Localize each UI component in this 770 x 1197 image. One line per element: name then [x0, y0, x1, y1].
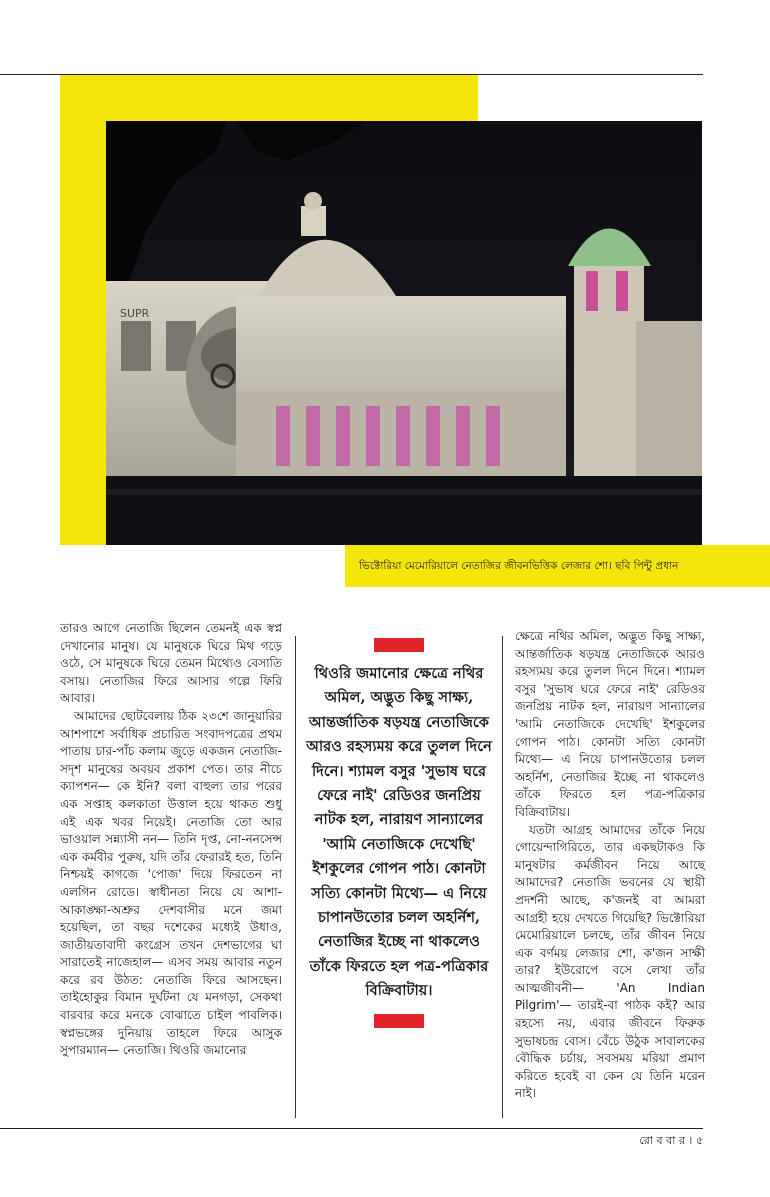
paragraph: ক্ষেত্রে নথির অমিল, অদ্ভুত কিছু সাক্ষ্য, আন্তর্জাতিক ষড়যন্ত্র নেতাজিকে আরও রহস্যময় করে তুলল দিনে দিনে। শ্যামল বসুর 'সুভাষ ঘরে ফেরে নাই' রেডিওর জনপ্রিয় নাটক হল, নারায়ণ সান্যালের 'আমি নেতাজিকে দেখেছি' ইশকুলের গোপন পাঠ। কোনটা সত্যি কোনটা মিথ্যে— এ নিয়ে চাপানউতোর চলল অহর্নিশ, নেতাজির ইচ্ছে না থাকলেও তাঁকে ফিরতে হল পত্র-পত্রিকার বিক্রিবাটায়।	[515, 629, 705, 819]
paragraph: তারও আগে নেতাজি ছিলেন তেমনই এক স্বপ্ন দেখানোর মানুষ। যে মানুষকে ঘিরে মিথ গড়ে ওঠে, সে মানুষকে ঘিরে তেমন মিথ্যেও বেসাতি বসায়। নেতাজির ফিরে আসার গল্পে ফিরি আবার।	[60, 621, 282, 706]
paragraph: আমাদের ছোটবেলায় ঠিক ২৩শে জানুয়ারির আশপাশে সর্বাধিক প্রচারিত সংবাদপত্রের প্রথম পাতায় চার-পাঁচ কলাম জুড়ে একজন নেতাজি-সদৃশ মানুষের অবয়ব প্রকাশ পেত। তার নীচে ক্যাপশন— কে ইনি? বলা বাহুল্য তার পরের এক সপ্তাহ কলকাতা উত্তাল হয়ে থাকত শুধু এই এক খবর নিয়েই। নেতাজি তো আর ভাওয়াল সন্ন্যাসী নন— তিনি দৃপ্ত, নো-ননসেন্স এক কর্মবীর পুরুষ, যদি তাঁর ফেরারই হত, তিনি নিশ্চয়ই কাগজে 'পোজ' দিয়ে ফিরতেন না এলগিন রোডে। স্বাধীনতা নিয়ে যে আশা-আকাঙ্ক্ষা-অশ্রুর দেশবাসীর মনে জমা হয়েছিল, তা বছর দশেকের মধ্যেই উধাও, জাতীয়তাবাদী কংগ্রেস তখন দেশভাগের ঘা সারাতেই নাজেহাল— এসব সময় আবার নতুন করে রব উঠত: নেতাজি ফিরে আসছেন। তাইহোকুর বিমান দুর্ঘটনা যে মনগড়া, সেকথা বারবার করে মনকে বোঝাতে চাইল পাবলিক। স্বপ্নভঙ্গের দুনিয়ায় তাহলে ফিরে আসুক সুপারম্যান— নেতাজি। থিওরি জমানোর	[60, 708, 282, 1058]
projected-sign-text: SUPR	[120, 307, 150, 320]
pull-quote-bottom-bar	[374, 1014, 424, 1028]
photo-caption: ভিক্টোরিয়া মেমোরিয়ালে নেতাজির জীবনভিত্তিক লেজার শো। ছবি পিন্টু প্রধান	[345, 545, 770, 587]
bottom-rule	[0, 1128, 703, 1129]
article-column-right	[515, 628, 705, 1103]
yellow-frame-top	[60, 75, 478, 121]
paragraph: যতটা আগ্রহ আমাদের তাঁকে নিয়ে গোয়েন্দাগিরিতে, তার একছটাকও কি মানুষটার কর্মজীবন নিয়ে আছে আমাদের? নেতাজি ভবনের যে স্থায়ী প্রদর্শনী আছে, ক'জনই বা আমরা আগ্রহী হয়ে দেখতে গিয়েছি? ভিক্টোরিয়া মেমোরিয়ালে চলছে, তাঁর জীবন নিয়ে এক বর্ণময় লেজার শো, ক'জন সাক্ষী তার? ইউরোপে বসে লেখা তাঁর আত্মজীবনী— 'An Indian Pilgrim'— তারই-বা পাঠক কই? আর রহস্যে নয়, এবার জীবনে ফিরুক সুভাষচন্দ্র বোস। বেঁচে উঠুক সাবালকের বৌদ্ধিক চর্চায়, সবসময় মরিয়া প্রমাণ করিতে হবেই বা কেন যে তিনি মরেন নাই।	[515, 822, 705, 1101]
pull-quote-top-bar	[374, 638, 424, 652]
page-folio: রো ব বা র । ৫	[639, 1134, 703, 1147]
yellow-frame-left	[60, 75, 106, 545]
pull-quote	[306, 638, 492, 1028]
column-divider-right	[502, 636, 503, 1118]
article-column-left	[60, 620, 282, 1060]
pull-quote-text: থিওরি জমানোর ক্ষেত্রে নথির অমিল, অদ্ভুত কিছু সাক্ষ্য, আন্তর্জাতিক ষড়যন্ত্র নেতাজিকে আরও রহস্যময় করে তুলল দিনে দিনে। শ্যামল বসুর 'সুভাষ ঘরে ফেরে নাই' রেডিওর জনপ্রিয় নাটক হল, নারায়ণ সান্যালের 'আমি নেতাজিকে দেখেছি' ইশকুলের গোপন পাঠ। কোনটা সত্যি কোনটা মিথ্যে— এ নিয়ে চাপানউতোর চলল অহর্নিশ, নেতাজির ইচ্ছে না থাকলেও তাঁকে ফিরতে হল পত্র-পত্রিকার বিক্রিবাটায়।	[306, 665, 492, 1000]
victoria-memorial-photo	[106, 121, 702, 545]
column-divider-left	[295, 636, 296, 1118]
